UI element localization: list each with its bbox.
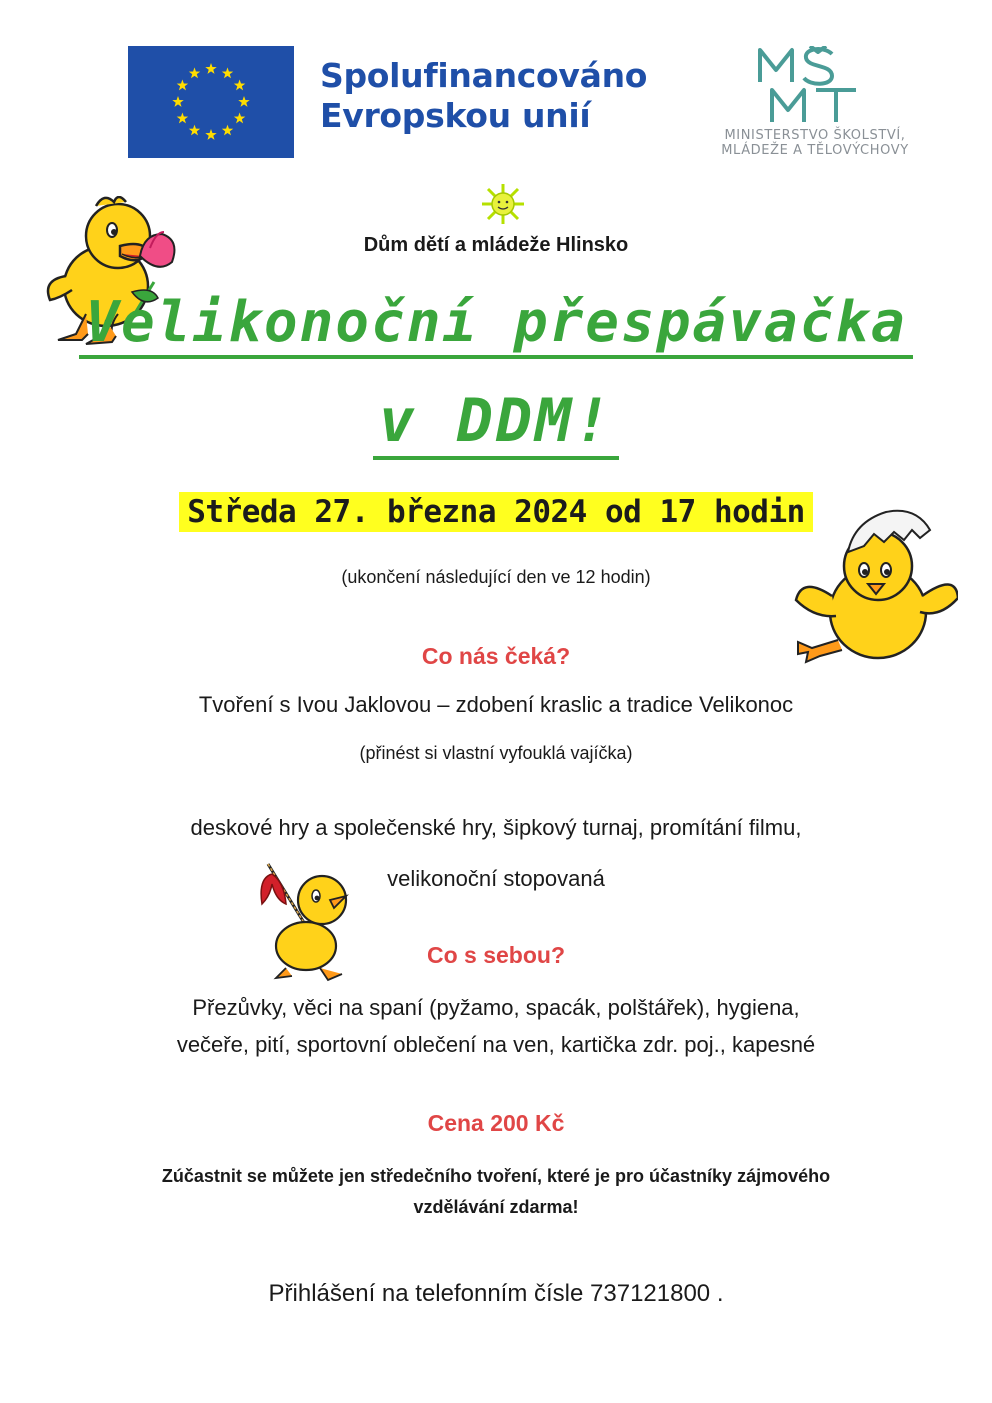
eu-star <box>234 113 245 124</box>
eu-star <box>189 67 200 78</box>
msmt-text-line2: MLÁDEŽE A TĚLOVÝCHOVY <box>721 143 909 158</box>
eu-star <box>189 125 200 136</box>
activity-note: (přinést si vlastní vyfouklá vajíčka) <box>359 743 633 763</box>
msmt-text-line1: MINISTERSTVO ŠKOLSTVÍ, <box>724 128 906 143</box>
section2-heading: Co s sebou? <box>426 942 565 968</box>
organizer-name: Dům dětí a mládeže Hlinsko <box>363 234 629 256</box>
sun-icon <box>478 182 528 226</box>
eu-star <box>234 80 245 91</box>
eu-flag-logo <box>128 46 294 158</box>
notice-line2: vzdělávání zdarma! <box>413 1197 579 1217</box>
eu-star <box>177 80 188 91</box>
eu-text-line1: Spolufinancováno <box>320 56 648 95</box>
eu-star <box>222 125 233 136</box>
end-note: (ukončení následující den ve 12 hodin) <box>341 567 651 587</box>
eu-text-line2: Evropskou unií <box>320 96 591 135</box>
activity-line: Tvoření s Ivou Jaklovou – zdobení kraslic a tradice Velikonoc <box>198 692 794 717</box>
contact-line: Přihlášení na telefonním čísle 737121800 . <box>268 1280 724 1307</box>
date-highlight: Středa 27. března 2024 od 17 hodin <box>179 492 813 532</box>
eu-star <box>177 113 188 124</box>
eu-star <box>205 129 216 140</box>
price: Cena 200 Kč <box>427 1110 565 1136</box>
eu-star <box>172 96 183 107</box>
title-line1 <box>0 290 992 355</box>
bring-list-line1: Přezůvky, věci na spaní (pyžamo, spacák, polštářek), hygiena, <box>192 995 800 1020</box>
title-line1-text: Velikonoční přespávačka <box>79 290 912 359</box>
eu-star <box>238 96 249 107</box>
eu-stars-icon <box>128 46 294 158</box>
eu-star <box>205 63 216 74</box>
more-activities-line2: velikonoční stopovaná <box>387 866 605 891</box>
notice <box>0 1161 992 1223</box>
notice-line1: Zúčastnit se můžete jen středečního tvoření, které je pro účastníky zájmového <box>161 1166 831 1186</box>
bring-list-line2: večeře, pití, sportovní oblečení na ven, kartička zdr. poj., kapesné <box>176 1032 816 1057</box>
title-line2 <box>0 386 992 456</box>
more-activities-line1: deskové hry a společenské hry, šipkový turnaj, promítání filmu, <box>190 815 802 840</box>
title-line2-text: v DDM! <box>373 386 620 460</box>
section1-heading: Co nás čeká? <box>421 643 571 669</box>
eu-star <box>222 67 233 78</box>
msmt-text <box>690 128 940 158</box>
msmt-logo-icon <box>752 46 882 126</box>
eu-cofinanced-text <box>320 56 647 136</box>
event-date <box>0 492 992 532</box>
